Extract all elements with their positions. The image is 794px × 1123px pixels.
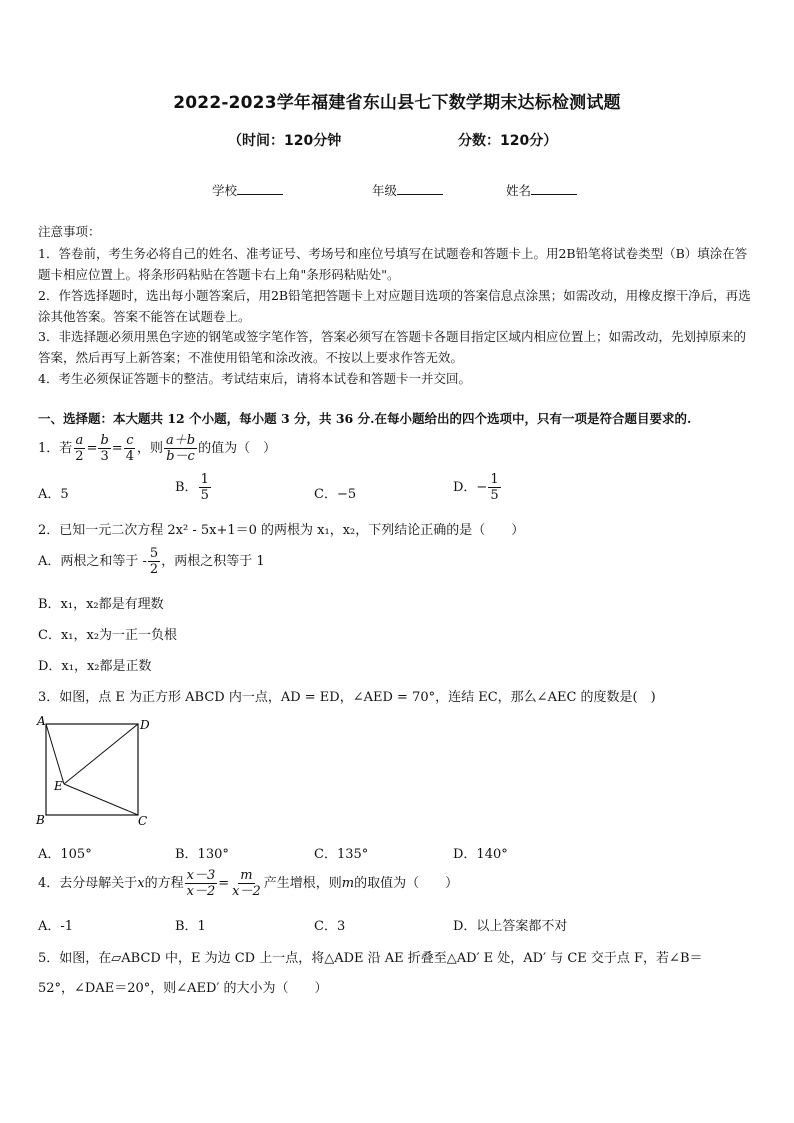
name-blank[interactable] xyxy=(531,182,577,195)
q3-option-c[interactable]: C．135° xyxy=(314,847,369,862)
q4-frac-left: $\frac{x-3}{x-2}$ xyxy=(186,868,216,899)
q3-option-d[interactable]: D．140° xyxy=(453,847,508,862)
q4-option-b[interactable]: B．1 xyxy=(175,919,206,934)
q2-option-a[interactable]: A．两根之和等于 - $\frac{5}{2}$ ，两根之积等于 1 xyxy=(38,546,265,577)
time-label: （时间：120分钟 xyxy=(228,133,342,149)
q1-frac-c: $\frac{c}{4}$ xyxy=(125,433,134,464)
q1-option-c[interactable]: C．−5 xyxy=(314,487,357,502)
question-4-stem: 4．去分母解关于x的方程 $\frac{x-3}{x-2}$ = $\frac{m}{x-2}$ 产生增根，则m的取值为（ ） xyxy=(38,868,459,899)
name-field xyxy=(506,181,577,199)
page-title: 2022-2023学年福建省东山县七下数学期末达标检测试题 xyxy=(173,93,621,113)
label-a: A xyxy=(37,714,46,728)
q1-frac-a: $\frac{a}{2}$ xyxy=(75,433,84,464)
grade-label: 年级 xyxy=(372,183,398,198)
label-c: C xyxy=(138,814,148,828)
q1-frac-expr: $\frac{a+b}{b-c}$ xyxy=(166,433,196,464)
q1-frac-b: $\frac{b}{3}$ xyxy=(100,433,109,464)
notice-item-3: 3．非选择题必须用黑色字迹的钢笔或签字笔作答，答案必须写在答题卡各题目指定区域内相应位置上；如需改动，先划掉原来的答案，然后再写上新答案；不准使用铅笔和涂改液。不按以上要求作答无效。 xyxy=(38,329,746,365)
square-figure xyxy=(34,712,159,830)
notice-heading: 注意事项： xyxy=(38,224,101,239)
school-field xyxy=(212,181,283,199)
notice-item-2: 2．作答选择题时，选出每小题答案后，用2B铅笔把答题卡上对应题目选项的答案信息点涂黑；如需改动，用橡皮擦干净后，再选涂其他答案。答案不能答在试题卷上。 xyxy=(38,288,751,324)
school-blank[interactable] xyxy=(237,182,283,195)
score-label: 分数：120分） xyxy=(458,133,558,149)
question-3-stem: 3．如图，点 E 为正方形 ABCD 内一点，AD = ED，∠AED = 70°，连结 EC，那么∠AEC 的度数是( ) xyxy=(38,690,656,705)
name-label: 姓名 xyxy=(506,183,532,198)
grade-blank[interactable] xyxy=(397,182,443,195)
q2-option-c[interactable]: C．x₁，x₂为一正一负根 xyxy=(38,628,178,643)
notice-item-4: 4．考生必须保证答题卡的整洁。考试结束后，请将本试卷和答题卡一并交回。 xyxy=(38,371,471,386)
q1-option-a[interactable]: A．5 xyxy=(38,487,69,502)
section-heading: 一、选择题：本大题共 12 个小题，每小题 3 分，共 36 分.在每小题给出的四个选项中，只有一项是符合题目要求的. xyxy=(38,411,692,426)
segment-ae xyxy=(46,724,64,784)
q4-option-a[interactable]: A．-1 xyxy=(38,919,74,934)
q3-option-b[interactable]: B．130° xyxy=(175,847,229,862)
question-1-stem: 1．若 $\frac{a}{2}$ = $\frac{b}{3}$ = $\frac{c}{4}$ ，则 $\frac{a+b}{b-c}$ 的值为（ ） xyxy=(38,433,277,464)
q2-option-b[interactable]: B．x₁，x₂都是有理数 xyxy=(38,597,164,612)
q2-option-d[interactable]: D．x₁，x₂都是正数 xyxy=(38,659,152,674)
segment-ec xyxy=(64,784,138,815)
q1-option-b[interactable]: B． $\frac{1}{5}$ xyxy=(175,472,209,503)
question-5-line-2: 52°，∠DAE＝20°，则∠AED′ 的大小为（ ） xyxy=(38,981,328,996)
notice-item-1: 1．答卷前，考生务必将自己的姓名、准考证号、考场号和座位号填写在试题卷和答题卡上。用2B铅笔将试卷类型（B）填涂在答题卡相应位置上。将条形码粘贴在答题卡右上角"条形码粘贴处"。 xyxy=(38,246,748,282)
label-b: B xyxy=(36,813,45,827)
q1-prefix: 1．若 xyxy=(38,441,73,456)
question-2-stem: 2．已知一元二次方程 2x² - 5x+1＝0 的两根为 x₁，x₂，下列结论正确的是（ ） xyxy=(38,523,525,538)
q4-option-c[interactable]: C．3 xyxy=(314,919,346,934)
q1-option-d[interactable]: D．− $\frac{1}{5}$ xyxy=(453,472,499,503)
grade-field xyxy=(372,181,443,199)
label-e: E xyxy=(54,779,63,793)
segment-de xyxy=(64,724,138,784)
question-5-line-1: 5．如图，在▱ABCD 中，E 为边 CD 上一点，将△ADE 沿 AE 折叠至△AD′ E 处，AD′ 与 CE 交于点 F，若∠B＝ xyxy=(38,951,703,966)
school-label: 学校 xyxy=(212,183,238,198)
q4-option-d[interactable]: D．以上答案都不对 xyxy=(453,919,568,934)
q3-option-a[interactable]: A．105° xyxy=(38,847,92,862)
label-d: D xyxy=(140,718,150,732)
q4-frac-right: $\frac{m}{x-2}$ xyxy=(232,868,261,899)
